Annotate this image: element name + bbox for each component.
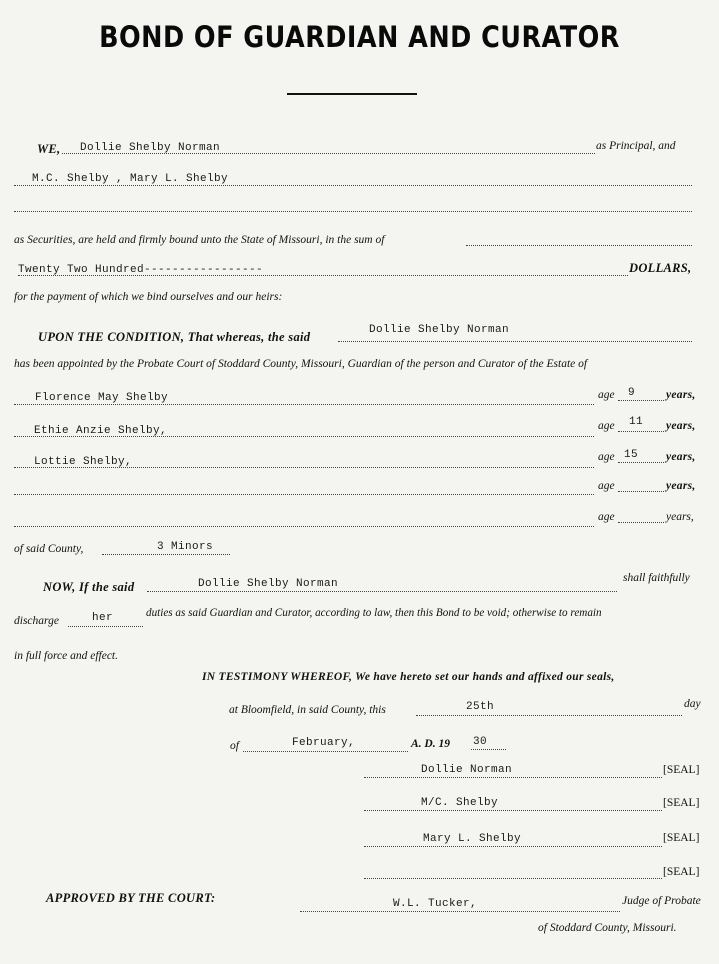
day-label: day (684, 698, 701, 710)
document-title: BOND OF GUARDIAN AND CURATOR (99, 20, 620, 54)
minor-2-years-label: years, (666, 420, 696, 432)
minor-2-age-line (618, 431, 664, 432)
pronoun-line (68, 626, 143, 627)
at-bloomfield-text: at Bloomfield, in said County, this (229, 704, 386, 716)
minor-5-years-label: years, (666, 511, 694, 523)
securities-line (14, 185, 692, 186)
signature-4-line (364, 878, 662, 879)
judge-of-probate-label: Judge of Probate (622, 895, 701, 907)
minors-count: 3 Minors (157, 541, 214, 553)
pronoun: her (92, 612, 114, 624)
month-line (243, 751, 408, 752)
minor-1-years-label: years, (666, 389, 696, 401)
we-label: WE, (37, 142, 61, 156)
ad-label: A. D. 19 (411, 738, 450, 750)
minor-1-line (14, 404, 594, 405)
as-principal-label: as Principal, and (596, 140, 676, 152)
minor-1-age: 9 (628, 387, 636, 399)
year-line (471, 749, 506, 750)
shall-faithfully-label: shall faithfully (623, 572, 690, 584)
minor-4-years-label: years, (666, 480, 696, 492)
payment-text: for the payment of which we bind ourselves and our heirs: (14, 291, 283, 303)
minor-3-age-line (618, 462, 664, 463)
minor-2-age-label: age (598, 420, 615, 432)
of-said-county-label: of said County, (14, 543, 84, 555)
said-name-line (338, 341, 692, 342)
seal-4: [SEAL] (663, 866, 700, 878)
minor-2-name: Ethie Anzie Shelby, (34, 425, 168, 437)
year-value: 30 (473, 736, 488, 748)
duties-text: duties as said Guardian and Curator, according to law, then this Bond to be void; otherwise to remain (146, 607, 602, 619)
minor-1-age-line (618, 400, 664, 401)
sum-line (18, 275, 628, 276)
testimony-text: IN TESTIMONY WHEREOF, We have hereto set our hands and affixed our seals, (202, 669, 615, 683)
minor-3-age: 15 (624, 449, 639, 461)
day-value: 25th (466, 701, 495, 713)
sum-lead-line (466, 245, 692, 246)
signature-2-name: M/C. Shelby (421, 797, 499, 809)
title-rule (287, 93, 417, 95)
minor-5-line (14, 526, 594, 527)
judge-name: W.L. Tucker, (393, 898, 478, 910)
signature-2-line (364, 810, 662, 811)
minor-5-age-label: age (598, 511, 615, 523)
minor-1-name: Florence May Shelby (35, 392, 169, 404)
now-name: Dollie Shelby Norman (198, 578, 339, 590)
said-name: Dollie Shelby Norman (369, 324, 510, 336)
approved-label: APPROVED BY THE COURT: (46, 891, 216, 905)
minor-4-age-label: age (598, 480, 615, 492)
as-securities-text: as Securities, are held and firmly bound unto the State of Missouri, in the sum of (14, 234, 385, 246)
minor-3-years-label: years, (666, 451, 696, 463)
month-value: February, (292, 737, 356, 749)
upon-condition-text: UPON THE CONDITION, That whereas, the said (38, 330, 311, 344)
principal-name: Dollie Shelby Norman (80, 142, 221, 154)
blank-line (14, 211, 692, 212)
minor-2-age: 11 (629, 416, 644, 428)
minors-count-line (102, 554, 230, 555)
sum-amount: Twenty Two Hundred----------------- (18, 264, 264, 276)
discharge-label: discharge (14, 615, 59, 627)
minor-4-age-line (618, 491, 664, 492)
seal-1: [SEAL] (663, 764, 700, 776)
signature-1-name: Dollie Norman (421, 764, 513, 776)
appointed-text: has been appointed by the Probate Court of Stoddard County, Missouri, Guardian of the person and Curator of the Estate of (14, 358, 588, 370)
minor-5-age-line (618, 522, 664, 523)
signature-3-line (364, 846, 662, 847)
of-stoddard-label: of Stoddard County, Missouri. (538, 922, 677, 934)
seal-2: [SEAL] (663, 797, 700, 809)
judge-line (300, 911, 620, 912)
minor-4-line (14, 494, 594, 495)
seal-3: [SEAL] (663, 832, 700, 844)
signature-3-name: Mary L. Shelby (423, 833, 522, 845)
securities-names: M.C. Shelby , Mary L. Shelby (32, 173, 229, 185)
of-label: of (230, 740, 239, 752)
signature-1-line (364, 777, 662, 778)
now-name-line (147, 591, 617, 592)
full-force-text: in full force and effect. (14, 650, 119, 662)
dollars-label: DOLLARS, (629, 261, 692, 275)
minor-1-age-label: age (598, 389, 615, 401)
day-line (416, 715, 682, 716)
now-if-label: NOW, If the said (43, 580, 135, 594)
minor-3-age-label: age (598, 451, 615, 463)
minor-3-name: Lottie Shelby, (34, 456, 133, 468)
